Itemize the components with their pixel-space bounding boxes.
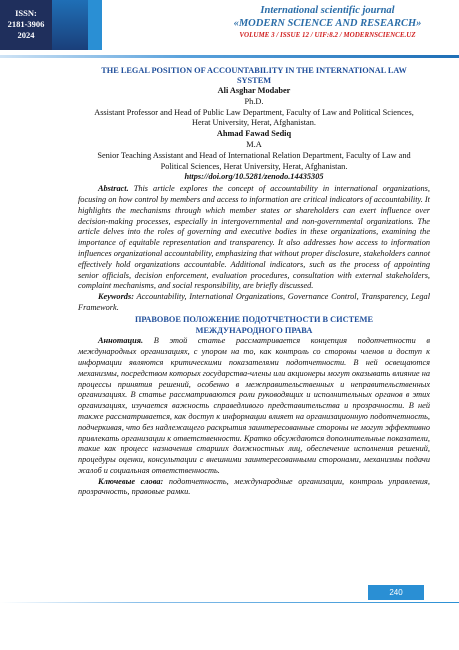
author2-affiliation-line2: Political Sciences, Herat University, Herat, Afghanistan. [160,161,348,171]
article-title [78,66,430,86]
article-body [78,66,430,498]
ru-abstract [78,336,430,476]
author2-affiliation-line1: Senior Teaching Assistant and Head of International Relation Department, Faculty of Law and [97,150,411,160]
journal-line1: International scientific journal [260,5,395,16]
header-stripe-light [88,0,102,50]
author1-degree: Ph.D. [244,96,264,106]
article-title-line1: THE LEGAL POSITION OF ACCOUNTABILITY IN THE INTERNATIONAL LAW [101,66,407,75]
journal-header [200,4,455,40]
header-rule [0,55,459,58]
footer-rule [0,602,459,603]
doi-link[interactable]: https://doi.org/10.5281/zenodo.14435305 [184,172,324,182]
abstract-text: This article explores the concept of accountability in international organizations, focusing on how control by members and access to information are critical indicators of accountability. It highlights the mechanisms through which member states or shareholders can exert influence over decision-making processes, especially in intergovernmental and non-governmental organizations. The article delves into the roles of governing and executive bodies in these organizations, examining the importance of equitable representation and transparency. It also addresses how access to information influences organizational accountability, emphasizing that without proper disclosure, stakeholders cannot effectively hold organizations accountable. Additional indicators, such as the process of appointing senior officials, decision enforcement, evaluation procedures, consultation with external stakeholders, complaint mechanisms, and social responsibility, are briefly discussed. [78,184,430,291]
issn-badge [0,0,52,50]
ru-keywords-text: подотчетность, международные организации, контроль управления, прозрачность, правовые рамки. [78,476,430,497]
ru-article-title [78,315,430,337]
abstract [78,184,430,292]
ru-keywords [78,477,430,499]
ru-abstract-text: В этой статье рассматривается концепция подотчетности в международных организациях, с упором на то, как контроль со стороны членов и доступ к информации являются критическими показателями подотчетности. В ней освещаются механизмы, посредством которых государства-члены или акционеры могут оказывать влияние на процессы принятия решений, особенно в межправительственных и неправительственных организациях. В статье рассматриваются роли руководящих и исполнительных органов в этих организациях, изучается важность справедливого представительства и прозрачности. В ней также рассматривается, как доступ к информации влияет на организационную подотчетность, подчеркивая, что без надлежащего раскрытия заинтересованные стороны не могут эффективно привлекать организации к ответственности. Кратко обсуждаются дополнительные показатели, такие как процесс назначения старших должностных лиц, обеспечение исполнения решений, процедуры оценки, консультации с внешними заинтересованными сторонами, механизмы подачи жалоб и социальная ответственность. [78,336,430,475]
journal-title: «MODERN SCIENCE AND RESEARCH» [233,18,422,29]
ru-keywords-label: Ключевые слова: [98,476,164,486]
author2-degree: M.A [246,139,262,149]
ru-abstract-label: Аннотация. [98,336,144,346]
keywords-label: Keywords: [98,292,134,302]
author1-affiliation-line2: Herat University, Herat, Afghanistan. [192,118,316,128]
header-stripe-dark [52,0,88,50]
abstract-label: Abstract. [98,184,129,194]
issn-year: 2024 [17,30,35,40]
keywords-text: Accountability, International Organizations, Governance Control, Transparency, Legal Framework. [78,292,430,312]
ru-title-line1: ПРАВОВОЕ ПОЛОЖЕНИЕ ПОДОТЧЕТНОСТИ В СИСТЕМЕ [134,314,374,324]
article-title-line2: SYSTEM [236,76,272,85]
author2-name: Ahmad Fawad Sediq [216,129,292,139]
author1-name: Ali Asghar Modaber [217,86,291,95]
page-number: 240 [368,585,424,600]
keywords [78,292,430,314]
author1-affiliation-line1: Assistant Professor and Head of Public Law Department, Faculty of Law and Political Sciences, [94,107,414,117]
issn-label: ISSN: [15,8,37,18]
journal-volume: VOLUME 3 / ISSUE 12 / UIF:8.2 / MODERNSCIENCE.UZ [239,31,416,39]
ru-title-line2: МЕЖДУНАРОДНОГО ПРАВА [195,325,313,335]
issn-number: 2181-3906 [7,19,45,29]
